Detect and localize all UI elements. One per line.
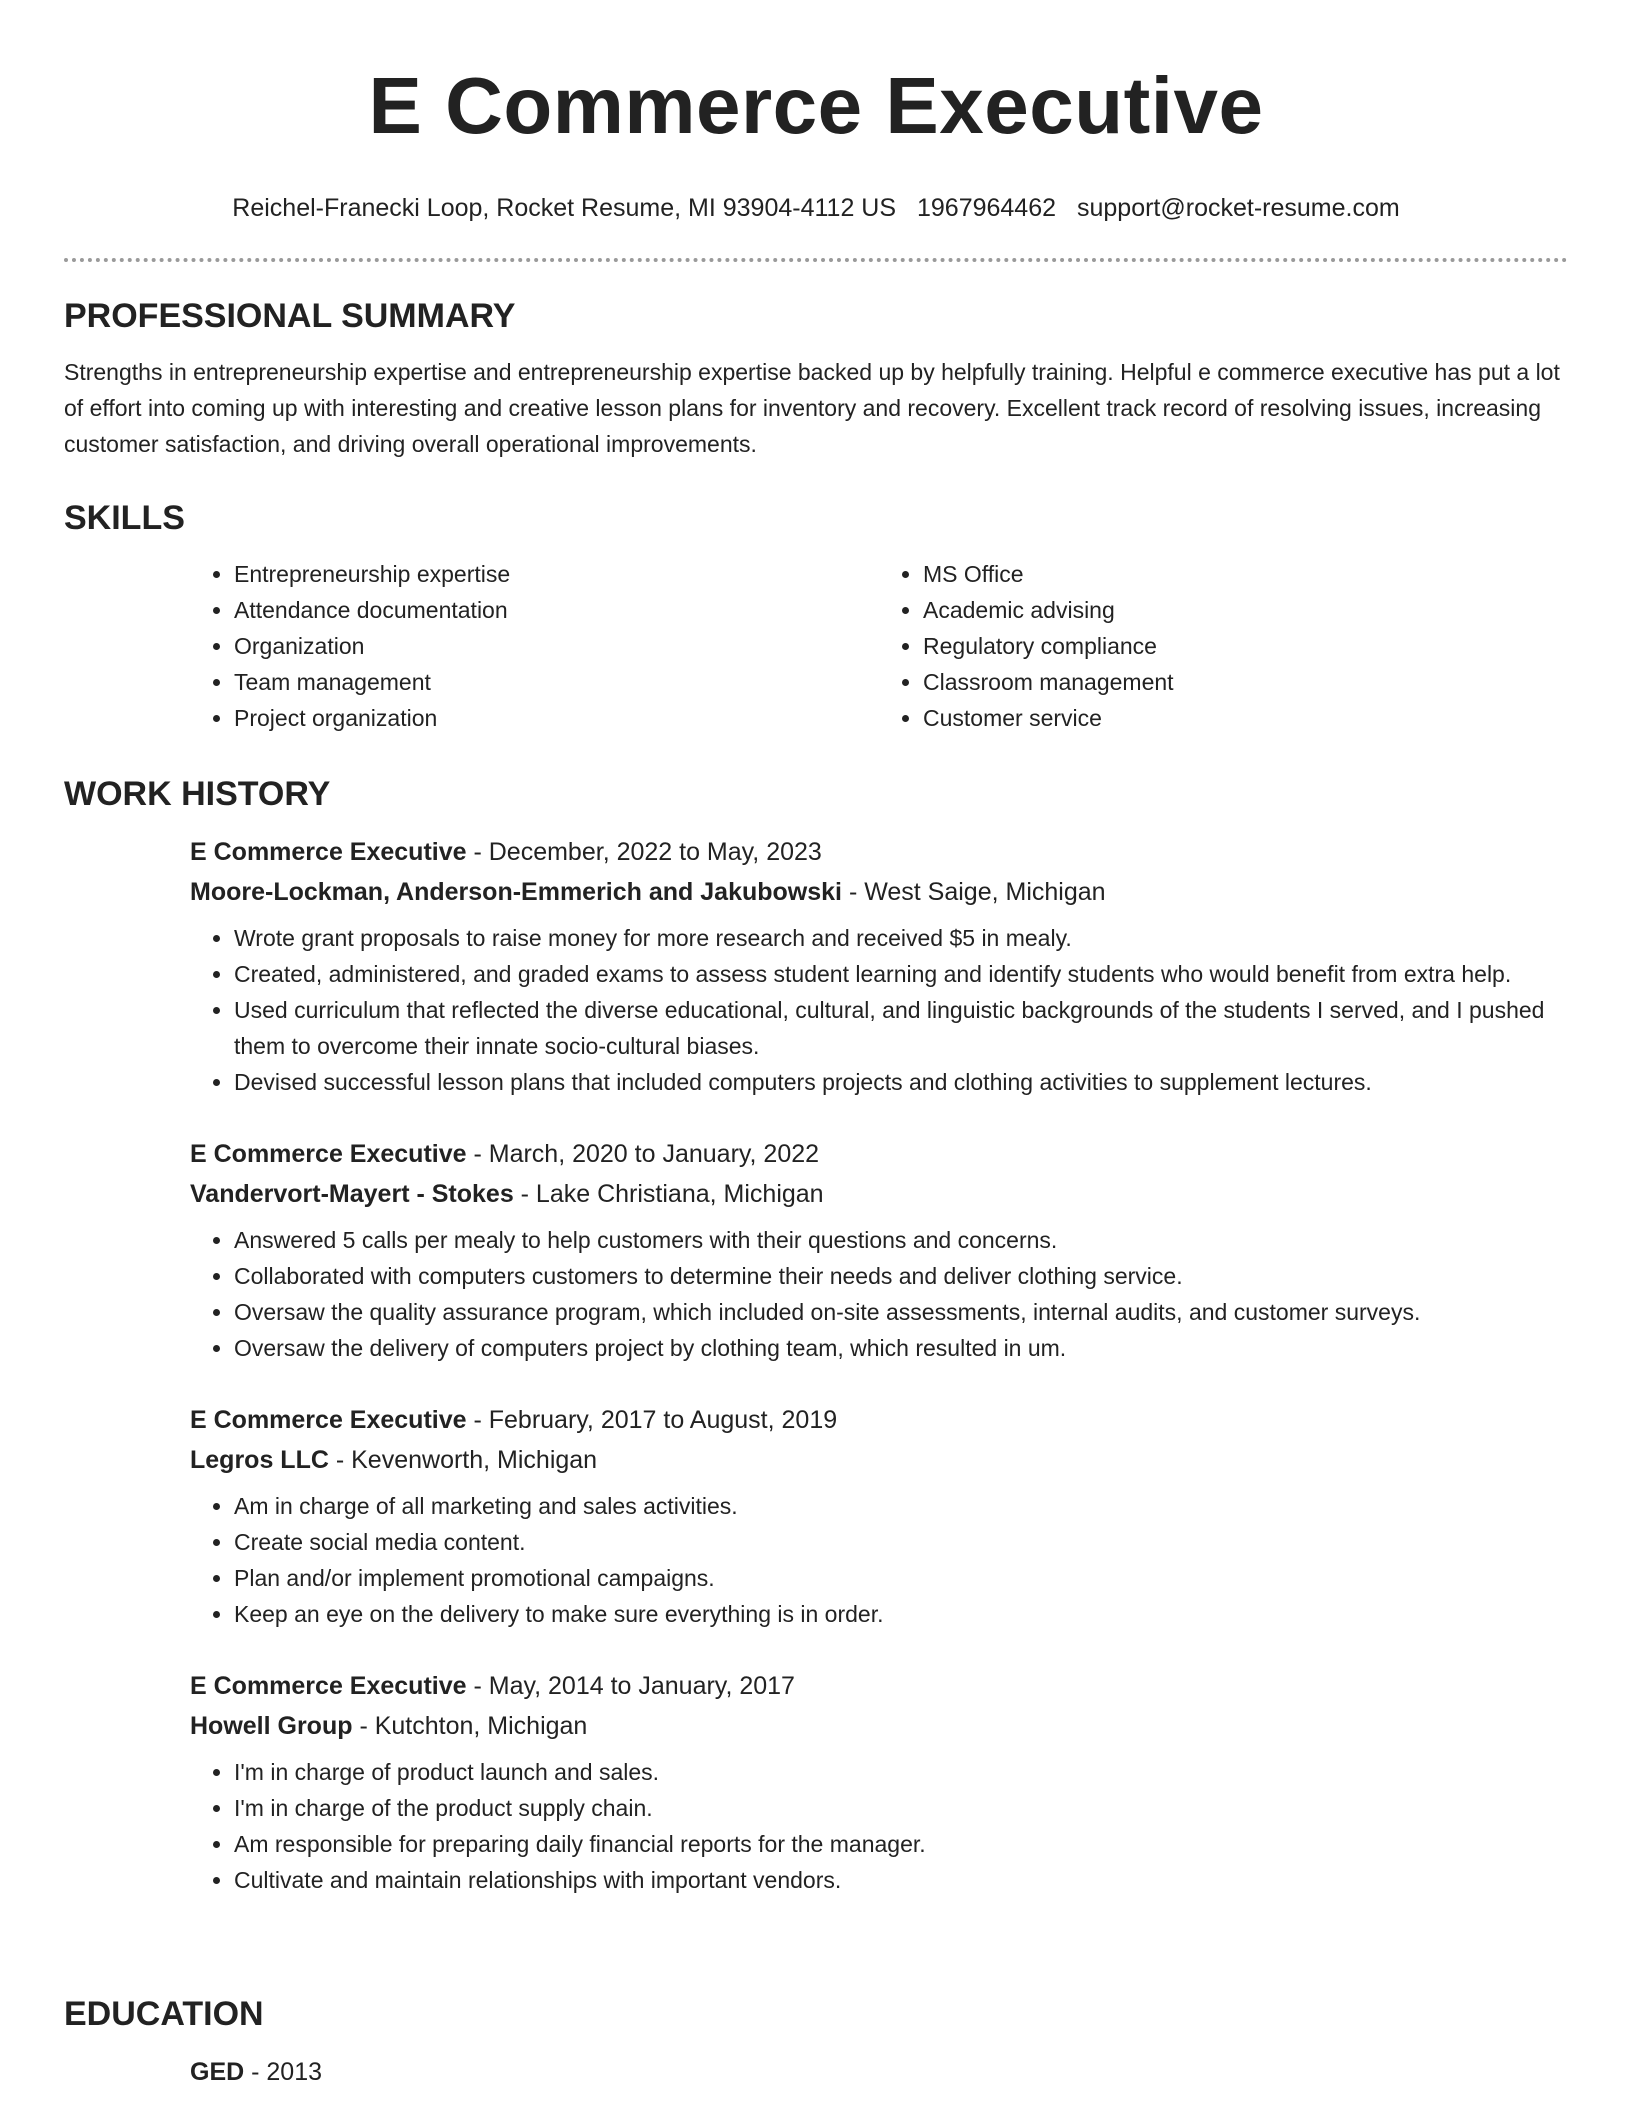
section-title-work: WORK HISTORY: [64, 775, 331, 813]
job-bullet: • Create social media content.: [234, 1524, 1568, 1560]
education-degree: GED: [190, 2058, 245, 2086]
skills-columns: [190, 556, 1568, 736]
job-entry: [190, 1666, 1568, 1898]
summary-text: Strengths in entrepreneurship expertise and entrepreneurship expertise backed up by helpfully training. Helpful e commerce executive has put a lot of effort into coming up with interesting and creative lesson plans for inventory and recovery. Excellent track record of resolving issues, increasing customer satisfaction, and driving overall operational improvements.: [64, 359, 1560, 457]
skill-item: • Attendance documentation: [234, 592, 879, 628]
header-divider: [64, 258, 1568, 262]
job-bullet: • Created, administered, and graded exams to assess student learning and identify students who would benefit from extra help.: [234, 956, 1568, 992]
job-company-line: [190, 872, 1568, 912]
skill-item: • Classroom management: [923, 664, 1568, 700]
job-bullet: • Answered 5 calls per mealy to help customers with their questions and concerns.: [234, 1222, 1568, 1258]
job-title-line: [190, 832, 1568, 872]
job-title-line: [190, 1134, 1568, 1174]
job-entry: [190, 832, 1568, 1100]
job-bullet: • Wrote grant proposals to raise money for more research and received $5 in mealy.: [234, 920, 1568, 956]
skill-item: • Team management: [234, 664, 879, 700]
skill-item: • Customer service: [923, 700, 1568, 736]
education-section: [64, 1994, 1568, 2092]
job-bullet: • I'm in charge of product launch and sales.: [234, 1754, 1568, 1790]
skill-item: • Entrepreneurship expertise: [234, 556, 879, 592]
work-history-section: [64, 774, 1568, 1932]
job-bullets: [190, 1222, 1568, 1366]
contact-line: [64, 192, 1568, 224]
job-dates: - March, 2020 to January, 2022: [466, 1140, 820, 1168]
job-bullets: [190, 1754, 1568, 1898]
work-entries: [190, 832, 1568, 1898]
section-title-summary: PROFESSIONAL SUMMARY: [64, 297, 516, 335]
job-bullet: • Devised successful lesson plans that included computers projects and clothing activities to supplement lectures.: [234, 1064, 1568, 1100]
job-role: E Commerce Executive: [190, 1406, 467, 1434]
job-role: E Commerce Executive: [190, 1140, 467, 1168]
job-bullet: • Keep an eye on the delivery to make sure everything is in order.: [234, 1596, 1568, 1632]
job-role: E Commerce Executive: [190, 838, 467, 866]
job-company: Howell Group: [190, 1712, 353, 1740]
job-bullet: • Plan and/or implement promotional campaigns.: [234, 1560, 1568, 1596]
job-location: - West Saige, Michigan: [842, 878, 1106, 906]
job-company: Legros LLC: [190, 1446, 329, 1474]
skills-list-right: [879, 556, 1568, 736]
job-company: Moore-Lockman, Anderson-Emmerich and Jakubowski: [190, 878, 842, 906]
skill-item: • Regulatory compliance: [923, 628, 1568, 664]
education-year: - 2013: [244, 2058, 323, 2086]
job-title-line: [190, 1400, 1568, 1440]
job-role: E Commerce Executive: [190, 1672, 467, 1700]
resume-page: [64, 0, 1568, 2086]
candidate-name: E Commerce Executive: [368, 61, 1264, 150]
contact-phone: 1967964462: [916, 194, 1057, 222]
education-entry: [190, 2052, 1568, 2092]
job-bullets: [190, 1488, 1568, 1632]
professional-summary-section: [64, 296, 1568, 462]
job-dates: - May, 2014 to January, 2017: [466, 1672, 795, 1700]
skill-item: • Organization: [234, 628, 879, 664]
job-dates: - February, 2017 to August, 2019: [466, 1406, 838, 1434]
job-company-line: [190, 1174, 1568, 1214]
job-company: Vandervort-Mayert - Stokes: [190, 1180, 514, 1208]
job-bullet: • Cultivate and maintain relationships with important vendors.: [234, 1862, 1568, 1898]
job-bullet: • Oversaw the delivery of computers project by clothing team, which resulted in um.: [234, 1330, 1568, 1366]
job-dates: - December, 2022 to May, 2023: [466, 838, 822, 866]
job-bullets: [190, 920, 1568, 1100]
section-title-skills: SKILLS: [64, 499, 185, 537]
education-line: [190, 2052, 1568, 2092]
skill-item: • Academic advising: [923, 592, 1568, 628]
job-location: - Kutchton, Michigan: [352, 1712, 588, 1740]
job-location: - Lake Christiana, Michigan: [513, 1180, 824, 1208]
job-bullet: • I'm in charge of the product supply chain.: [234, 1790, 1568, 1826]
job-entry: [190, 1134, 1568, 1366]
skills-section: [64, 498, 1568, 736]
job-entry: [190, 1400, 1568, 1632]
job-bullet: • Oversaw the quality assurance program, which included on-site assessments, internal audits, and customer surveys.: [234, 1294, 1568, 1330]
skills-list-left: [190, 556, 879, 736]
job-bullet: • Used curriculum that reflected the diverse educational, cultural, and linguistic backgrounds of the students I served, and I pushed them to overcome their innate socio-cultural biases.: [234, 992, 1568, 1064]
section-title-education: EDUCATION: [64, 1995, 264, 2033]
job-title-line: [190, 1666, 1568, 1706]
job-bullet: • Collaborated with computers customers to determine their needs and deliver clothing service.: [234, 1258, 1568, 1294]
job-bullet: • Am responsible for preparing daily financial reports for the manager.: [234, 1826, 1568, 1862]
job-bullet: • Am in charge of all marketing and sales activities.: [234, 1488, 1568, 1524]
contact-address: Reichel-Franecki Loop, Rocket Resume, MI 93904-4112 US: [232, 194, 897, 222]
job-company-line: [190, 1440, 1568, 1480]
skill-item: • Project organization: [234, 700, 879, 736]
skill-item: • MS Office: [923, 556, 1568, 592]
job-company-line: [190, 1706, 1568, 1746]
job-location: - Kevenworth, Michigan: [328, 1446, 598, 1474]
contact-email: support@rocket-resume.com: [1076, 194, 1400, 222]
